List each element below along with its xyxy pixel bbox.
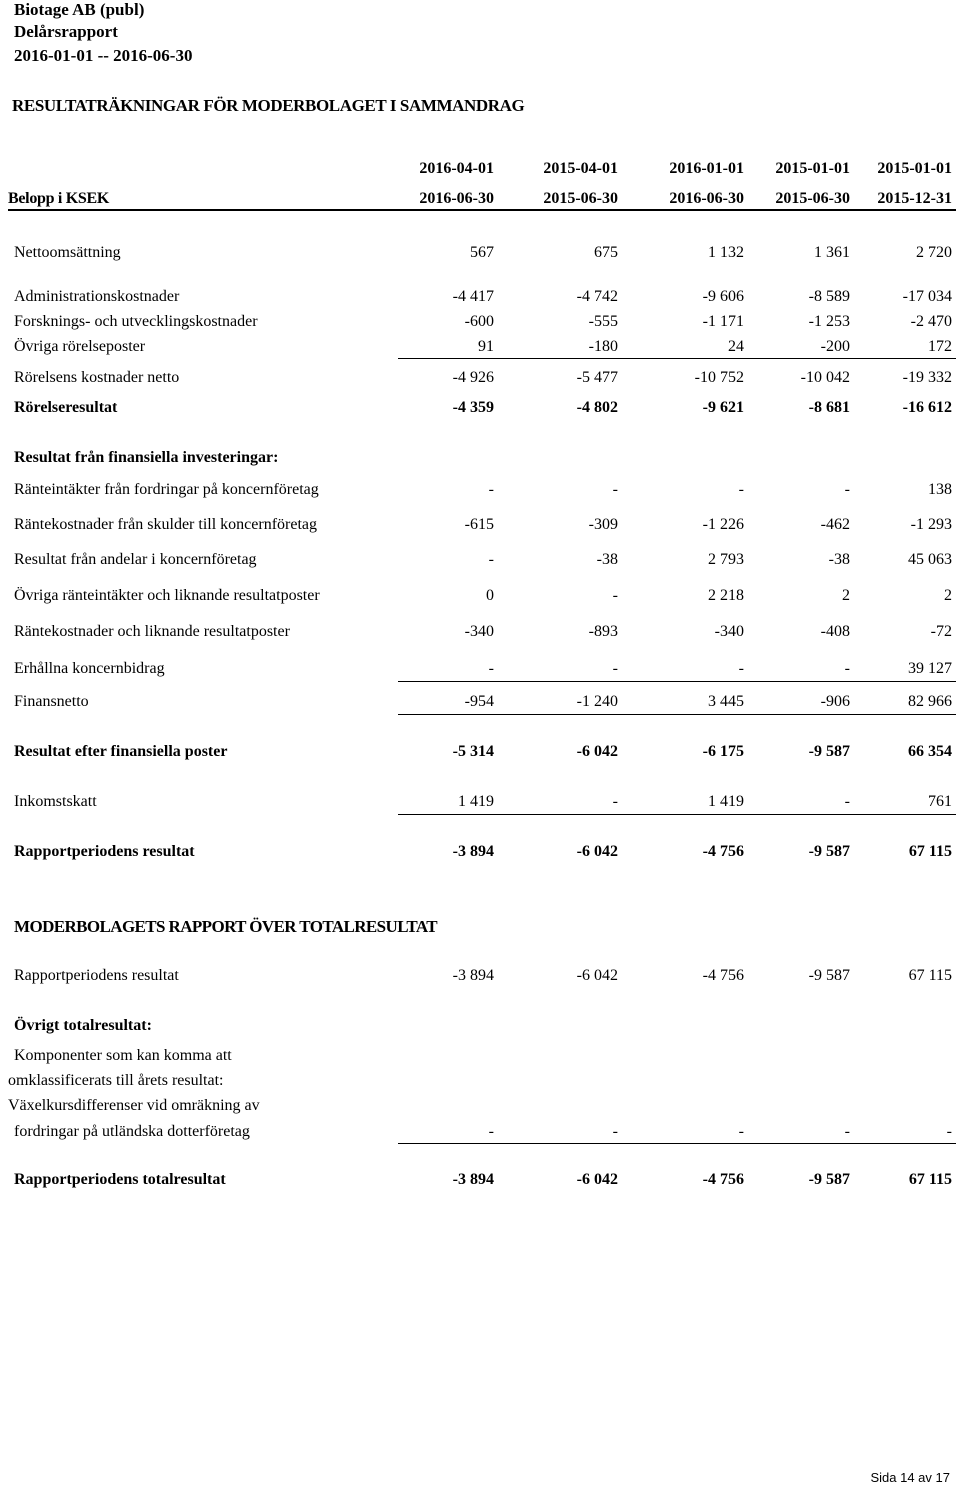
- row-value: -6 175: [702, 743, 744, 760]
- row-value: -: [738, 1123, 744, 1140]
- row-label: Rapportperiodens totalresultat: [14, 1171, 226, 1188]
- row-value: -: [738, 660, 744, 677]
- subtotal-rule: [398, 358, 956, 359]
- row-value: -6 042: [576, 843, 618, 860]
- col-to-4: 2015-06-30: [775, 190, 850, 207]
- row-value: -: [488, 1123, 494, 1140]
- row-value: -3 894: [452, 843, 494, 860]
- row-value: 67 115: [908, 1171, 952, 1188]
- row-label: Resultat från andelar i koncernföretag: [14, 551, 257, 568]
- row-value: -4 756: [702, 843, 744, 860]
- row-value: -: [612, 660, 618, 677]
- row-value: 91: [478, 338, 494, 355]
- row-value: -1 253: [808, 313, 850, 330]
- row-value: -9 587: [808, 743, 850, 760]
- row-value: -38: [596, 551, 618, 568]
- col-from-5: 2015-01-01: [877, 160, 952, 177]
- subtotal-rule: [398, 814, 956, 815]
- row-label: Ränteintäkter från fordringar på koncernföretag: [14, 481, 319, 498]
- row-value: 1 361: [814, 244, 850, 261]
- row-value: 82 966: [908, 693, 952, 710]
- row-value: -408: [820, 623, 850, 640]
- company-name: Biotage AB (publ): [14, 0, 145, 19]
- row-value: -4 742: [576, 288, 618, 305]
- row-value: -180: [588, 338, 618, 355]
- row-value: -: [488, 481, 494, 498]
- row-value: -3 894: [452, 1171, 494, 1188]
- row-value: -16 612: [902, 399, 952, 416]
- row-value: -6 042: [576, 967, 618, 984]
- row-value: -: [844, 481, 850, 498]
- row-value: -: [488, 551, 494, 568]
- row-value: 3 445: [708, 693, 744, 710]
- row-label: Inkomstskatt: [14, 793, 97, 810]
- row-label: Erhållna koncernbidrag: [14, 660, 165, 677]
- row-label: fordringar på utländska dotterföretag: [14, 1123, 250, 1140]
- row-value: 675: [594, 244, 618, 261]
- row-value: -9 621: [702, 399, 744, 416]
- row-value: 2 720: [916, 244, 952, 261]
- row-value: -9 587: [808, 843, 850, 860]
- row-value: 2: [944, 587, 952, 604]
- row-value: 567: [470, 244, 494, 261]
- row-value: -4 359: [452, 399, 494, 416]
- row-value: -72: [930, 623, 952, 640]
- row-value: -: [844, 1123, 850, 1140]
- row-value: -615: [464, 516, 494, 533]
- report-period: 2016-01-01 -- 2016-06-30: [14, 46, 193, 65]
- row-value: -9 587: [808, 967, 850, 984]
- row-value: -4 802: [576, 399, 618, 416]
- row-value: -: [612, 587, 618, 604]
- row-value: 66 354: [908, 743, 952, 760]
- row-value: -340: [714, 623, 744, 640]
- row-value: -4 417: [452, 288, 494, 305]
- row-value: -5 477: [576, 369, 618, 386]
- row-value: 138: [928, 481, 952, 498]
- report-type: Delårsrapport: [14, 22, 118, 41]
- row-label: Växelkursdifferenser vid omräkning av: [8, 1097, 260, 1114]
- row-value: -: [612, 481, 618, 498]
- col-to-5: 2015-12-31: [877, 190, 952, 207]
- section-title-income: RESULTATRÄKNINGAR FÖR MODERBOLAGET I SAMMANDRAG: [12, 96, 525, 115]
- row-value: 761: [928, 793, 952, 810]
- row-value: -893: [588, 623, 618, 640]
- row-value: -10 042: [800, 369, 850, 386]
- row-value: -4 926: [452, 369, 494, 386]
- row-value: 39 127: [908, 660, 952, 677]
- row-value: -1 293: [910, 516, 952, 533]
- row-label: Övrigt totalresultat:: [14, 1017, 152, 1034]
- row-value: -: [946, 1123, 952, 1140]
- row-value: -9 606: [702, 288, 744, 305]
- row-value: -1 171: [702, 313, 744, 330]
- row-value: -4 756: [702, 1171, 744, 1188]
- row-value: 1 419: [458, 793, 494, 810]
- row-label: Övriga rörelseposter: [14, 338, 146, 355]
- row-label: omklassificerats till årets resultat:: [8, 1072, 224, 1089]
- row-value: -5 314: [452, 743, 494, 760]
- row-value: -: [738, 481, 744, 498]
- col-to-3: 2016-06-30: [669, 190, 744, 207]
- row-value: -906: [820, 693, 850, 710]
- row-value: 2 218: [708, 587, 744, 604]
- row-value: -954: [464, 693, 494, 710]
- row-label: Rapportperiodens resultat: [14, 843, 195, 860]
- row-value: 2: [842, 587, 850, 604]
- col-from-2: 2015-04-01: [543, 160, 618, 177]
- row-value: -200: [820, 338, 850, 355]
- unit-label: Belopp i KSEK: [8, 190, 110, 207]
- subtotal-rule: [398, 1143, 956, 1144]
- row-value: -600: [464, 313, 494, 330]
- row-value: -17 034: [902, 288, 952, 305]
- row-value: -19 332: [902, 369, 952, 386]
- row-value: -: [612, 793, 618, 810]
- row-label: Rapportperiodens resultat: [14, 967, 179, 984]
- row-value: 67 115: [908, 843, 952, 860]
- section-title-total: MODERBOLAGETS RAPPORT ÖVER TOTALRESULTAT: [14, 917, 438, 936]
- col-to-2: 2015-06-30: [543, 190, 618, 207]
- row-label: Rörelseresultat: [14, 399, 118, 416]
- row-value: -309: [588, 516, 618, 533]
- row-label: Resultat från finansiella investeringar:: [14, 449, 279, 466]
- row-value: -1 226: [702, 516, 744, 533]
- row-value: -4 756: [702, 967, 744, 984]
- subtotal-rule: [398, 714, 956, 715]
- row-label: Resultat efter finansiella poster: [14, 743, 228, 760]
- row-value: 0: [486, 587, 494, 604]
- row-label: Finansnetto: [14, 693, 89, 710]
- row-label: Komponenter som kan komma att: [14, 1047, 232, 1064]
- row-value: -6 042: [576, 743, 618, 760]
- row-value: 1 132: [708, 244, 744, 261]
- row-value: -340: [464, 623, 494, 640]
- row-label: Övriga ränteintäkter och liknande resultatposter: [14, 587, 320, 604]
- row-label: Räntekostnader från skulder till koncernföretag: [14, 516, 317, 533]
- row-value: 172: [928, 338, 952, 355]
- row-value: -38: [828, 551, 850, 568]
- row-value: -: [488, 660, 494, 677]
- row-value: -462: [820, 516, 850, 533]
- row-value: -: [612, 1123, 618, 1140]
- col-from-4: 2015-01-01: [775, 160, 850, 177]
- row-value: 2 793: [708, 551, 744, 568]
- header-rule: [8, 209, 956, 211]
- row-value: 24: [728, 338, 744, 355]
- row-value: 45 063: [908, 551, 952, 568]
- row-value: -9 587: [808, 1171, 850, 1188]
- row-label: Forsknings- och utvecklingskostnader: [14, 313, 258, 330]
- row-value: -3 894: [452, 967, 494, 984]
- row-label: Räntekostnader och liknande resultatposter: [14, 623, 290, 640]
- page-number: Sida 14 av 17: [870, 1470, 950, 1485]
- col-to-1: 2016-06-30: [419, 190, 494, 207]
- row-label: Rörelsens kostnader netto: [14, 369, 180, 386]
- row-value: -2 470: [910, 313, 952, 330]
- row-value: 1 419: [708, 793, 744, 810]
- row-value: -8 589: [808, 288, 850, 305]
- row-value: -: [844, 793, 850, 810]
- col-from-1: 2016-04-01: [419, 160, 494, 177]
- row-value: -10 752: [694, 369, 744, 386]
- row-value: -1 240: [576, 693, 618, 710]
- row-value: -555: [588, 313, 618, 330]
- row-label: Administrationskostnader: [14, 288, 180, 305]
- row-value: 67 115: [908, 967, 952, 984]
- subtotal-rule: [398, 681, 956, 682]
- col-from-3: 2016-01-01: [669, 160, 744, 177]
- row-value: -6 042: [576, 1171, 618, 1188]
- row-value: -: [844, 660, 850, 677]
- row-value: -8 681: [808, 399, 850, 416]
- row-label: Nettoomsättning: [14, 244, 121, 261]
